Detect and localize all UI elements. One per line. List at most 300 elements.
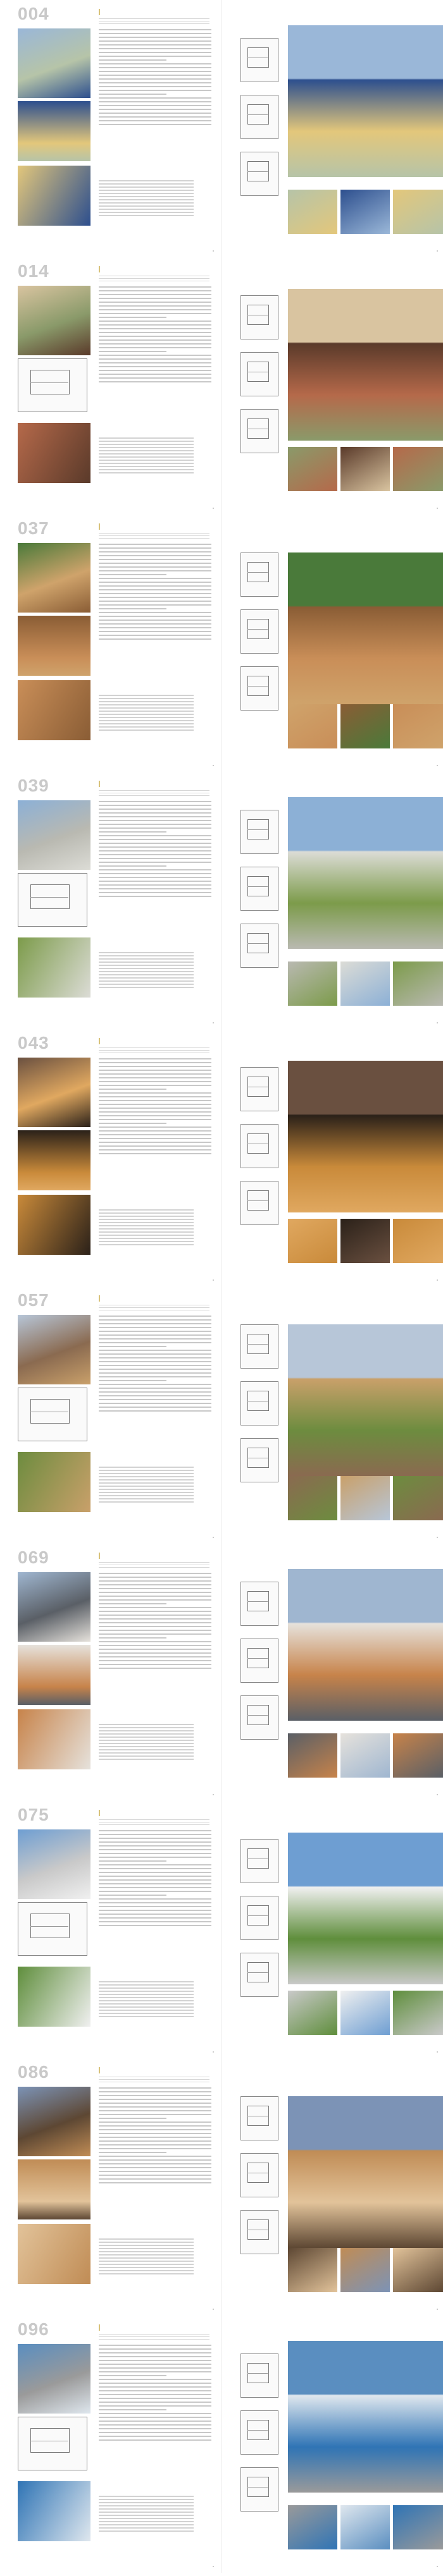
- detail-photo: [18, 680, 90, 740]
- text-line: [99, 551, 211, 552]
- secondary-photo: [393, 447, 443, 491]
- text-line: [99, 2148, 211, 2149]
- text-line: [99, 40, 211, 42]
- text-line: [99, 877, 211, 878]
- text-line: [99, 971, 194, 972]
- text-line: [99, 1596, 211, 1597]
- text-line: [99, 2439, 211, 2441]
- text-line: [99, 1085, 211, 1086]
- floor-plan: [240, 152, 278, 196]
- text-line: [99, 48, 211, 49]
- page-marker-dot: [213, 2309, 214, 2310]
- text-line: [99, 968, 194, 969]
- project-subtitle: [99, 1303, 209, 1310]
- text-line: [99, 1853, 211, 1854]
- text-line: [99, 2087, 211, 2089]
- text-line: [99, 2499, 194, 2500]
- text-line: [99, 1315, 211, 1317]
- project-subtitle: [99, 2332, 209, 2340]
- text-line: [99, 980, 194, 982]
- body-text: [99, 1315, 211, 1414]
- page-marker-dot: [437, 1794, 438, 1795]
- text-line: [99, 209, 194, 210]
- project-info: [99, 437, 194, 475]
- text-line: [99, 729, 194, 731]
- floor-plan: [240, 409, 278, 453]
- detail-photo: [18, 1967, 90, 2027]
- text-line: [99, 366, 211, 367]
- text-line: [99, 2394, 211, 2395]
- text-line: [99, 1111, 211, 1113]
- text-line: [99, 635, 211, 636]
- text-line: [99, 1350, 211, 1351]
- text-line: [99, 1749, 194, 1750]
- body-text: [99, 1058, 211, 1157]
- text-line: [99, 1231, 194, 1233]
- text-line: [99, 2518, 194, 2519]
- text-line: [99, 2137, 211, 2138]
- magazine-spread: [0, 515, 443, 772]
- text-line: [99, 1887, 211, 1888]
- page-gutter: [221, 1544, 222, 1801]
- page-gutter: [221, 257, 222, 515]
- text-line: [99, 2000, 194, 2001]
- main-exterior-photo: [288, 289, 443, 441]
- text-line: [99, 1410, 211, 1412]
- text-line: [99, 52, 211, 53]
- text-line: [99, 888, 211, 889]
- project-number: 037: [18, 518, 49, 538]
- text-line: [99, 2527, 194, 2529]
- text-line: [99, 2508, 194, 2510]
- text-line: [99, 563, 211, 564]
- secondary-photo: [288, 190, 337, 234]
- text-line: [99, 59, 166, 61]
- page-marker-dot: [213, 250, 214, 252]
- floor-plan: [240, 1582, 278, 1626]
- text-line: [99, 1399, 211, 1400]
- text-line: [99, 1577, 211, 1578]
- text-line: [99, 1895, 166, 1896]
- project-title-block: [99, 523, 209, 539]
- text-line: [99, 1830, 211, 1831]
- text-line: [99, 1066, 211, 1067]
- text-line: [99, 698, 194, 699]
- text-line: [99, 2502, 194, 2503]
- project-subtitle: [99, 274, 209, 281]
- page-marker-dot: [213, 1537, 214, 1538]
- floor-plan: [240, 1839, 278, 1883]
- text-line: [99, 1225, 194, 1226]
- text-line: [99, 450, 194, 451]
- text-line: [99, 1407, 211, 1408]
- page-gutter: [221, 1029, 222, 1286]
- text-line: [99, 578, 211, 579]
- text-line: [99, 723, 194, 724]
- text-line: [99, 298, 211, 299]
- text-line: [99, 2505, 194, 2506]
- text-line: [99, 1860, 166, 1862]
- secondary-photo: [393, 1476, 443, 1520]
- text-line: [99, 1755, 194, 1757]
- project-subtitle: [99, 1046, 209, 1053]
- text-line: [99, 1649, 211, 1650]
- text-line: [99, 2360, 211, 2361]
- text-line: [99, 205, 194, 207]
- text-line: [99, 1142, 211, 1143]
- magazine-spread: [0, 2316, 443, 2573]
- project-title: [99, 2324, 209, 2331]
- text-line: [99, 466, 194, 467]
- text-line: [99, 186, 194, 188]
- text-line: [99, 1476, 194, 1477]
- text-line: [99, 286, 211, 288]
- text-line: [99, 1058, 211, 1059]
- text-line: [99, 816, 211, 817]
- text-line: [99, 1126, 211, 1128]
- detail-photo: [18, 1709, 90, 1769]
- page-marker-dot: [437, 2051, 438, 2053]
- text-line: [99, 2390, 211, 2391]
- floor-plan: [240, 2410, 278, 2455]
- text-line: [99, 2091, 211, 2092]
- text-line: [99, 1492, 194, 1493]
- floor-plan: [240, 666, 278, 711]
- body-text: [99, 286, 211, 385]
- project-info: [99, 1724, 194, 1762]
- text-line: [99, 1906, 211, 1907]
- floor-plan: [240, 1067, 278, 1111]
- project-subtitle: [99, 788, 209, 796]
- text-line: [99, 2379, 211, 2380]
- magazine-spread: [0, 1286, 443, 1544]
- text-line: [99, 1622, 211, 1623]
- text-line: [99, 1134, 211, 1135]
- secondary-photo: [340, 1991, 390, 2035]
- text-line: [99, 1637, 166, 1639]
- main-exterior-photo: [288, 797, 443, 949]
- text-line: [99, 1153, 211, 1154]
- text-line: [99, 881, 211, 882]
- secondary-photo: [288, 704, 337, 748]
- text-line: [99, 377, 211, 379]
- text-line: [99, 1611, 211, 1612]
- text-line: [99, 809, 211, 810]
- secondary-photo: [288, 447, 337, 491]
- text-line: [99, 2432, 211, 2433]
- floor-plan: [18, 358, 87, 412]
- text-line: [99, 555, 211, 556]
- project-info: [99, 2496, 194, 2534]
- text-line: [99, 2261, 194, 2262]
- text-line: [99, 1365, 211, 1366]
- text-line: [99, 2417, 211, 2418]
- text-line: [99, 827, 211, 829]
- text-line: [99, 2371, 211, 2372]
- text-line: [99, 1902, 211, 1903]
- text-line: [99, 1752, 194, 1754]
- floor-plan: [18, 873, 87, 927]
- text-line: [99, 44, 211, 46]
- text-line: [99, 324, 211, 326]
- text-line: [99, 1845, 211, 1847]
- interior-photo: [18, 2087, 90, 2156]
- project-title-block: [99, 2067, 209, 2082]
- text-line: [99, 717, 194, 718]
- floor-plan: [240, 867, 278, 911]
- text-line: [99, 2273, 194, 2274]
- floor-plan: [240, 295, 278, 339]
- text-line: [99, 1607, 211, 1608]
- text-line: [99, 290, 211, 291]
- text-line: [99, 1369, 211, 1370]
- magazine-spread: [0, 1801, 443, 2058]
- text-line: [99, 1334, 211, 1336]
- text-line: [99, 1096, 211, 1097]
- text-line: [99, 544, 211, 545]
- floor-plan: [240, 38, 278, 82]
- text-line: [99, 961, 194, 963]
- text-line: [99, 453, 194, 455]
- project-info: [99, 180, 194, 218]
- project-info: [99, 1209, 194, 1247]
- text-line: [99, 704, 194, 705]
- text-line: [99, 1228, 194, 1230]
- floor-plan: [18, 1902, 87, 1956]
- magazine-spread: [0, 1029, 443, 1286]
- floor-plan: [240, 352, 278, 396]
- interior-photo: [18, 1572, 90, 1642]
- text-line: [99, 839, 211, 840]
- text-line: [99, 447, 194, 448]
- magazine-spread: [0, 1544, 443, 1801]
- secondary-photo: [288, 961, 337, 1006]
- text-line: [99, 1615, 211, 1616]
- text-line: [99, 1479, 194, 1480]
- text-line: [99, 305, 211, 307]
- text-line: [99, 1584, 211, 1585]
- text-line: [99, 707, 194, 709]
- detail-photo: [18, 423, 90, 483]
- main-exterior-photo: [288, 1061, 443, 1212]
- text-line: [99, 1872, 211, 1873]
- text-line: [99, 63, 211, 64]
- text-line: [99, 1467, 194, 1468]
- text-line: [99, 1883, 211, 1884]
- text-line: [99, 1323, 211, 1324]
- text-line: [99, 1501, 194, 1503]
- text-line: [99, 1115, 211, 1116]
- text-line: [99, 896, 211, 897]
- page-marker-dot: [213, 2051, 214, 2053]
- text-line: [99, 1656, 211, 1657]
- secondary-photo: [340, 1476, 390, 1520]
- text-line: [99, 463, 194, 464]
- text-line: [99, 1838, 211, 1839]
- text-line: [99, 2251, 194, 2252]
- text-line: [99, 2129, 211, 2130]
- text-line: [99, 120, 211, 121]
- project-title: [99, 1038, 209, 1044]
- text-line: [99, 2352, 211, 2353]
- project-title: [99, 1810, 209, 1816]
- secondary-photo: [393, 1991, 443, 2035]
- text-line: [99, 620, 211, 621]
- text-line: [99, 1489, 194, 1490]
- floor-plan: [240, 95, 278, 139]
- text-line: [99, 2121, 211, 2123]
- text-line: [99, 97, 211, 99]
- text-line: [99, 320, 211, 322]
- text-line: [99, 623, 211, 625]
- text-line: [99, 196, 194, 197]
- text-line: [99, 313, 211, 314]
- text-line: [99, 1633, 211, 1635]
- text-line: [99, 547, 211, 549]
- interior-photo: [18, 2344, 90, 2414]
- text-line: [99, 1668, 211, 1669]
- text-line: [99, 1588, 211, 1589]
- magazine-spread: [0, 257, 443, 515]
- floor-plan: [240, 2353, 278, 2398]
- floor-plan: [240, 2210, 278, 2254]
- text-line: [99, 2144, 211, 2146]
- main-exterior-photo: [288, 552, 443, 704]
- floor-plan: [240, 1438, 278, 1482]
- text-line: [99, 1089, 166, 1090]
- text-line: [99, 1077, 211, 1078]
- text-line: [99, 608, 166, 609]
- secondary-photo: [340, 447, 390, 491]
- text-line: [99, 952, 194, 953]
- secondary-photo: [393, 704, 443, 748]
- secondary-photo: [393, 2505, 443, 2549]
- page-gutter: [221, 1801, 222, 2058]
- floor-plan: [240, 1124, 278, 1168]
- project-subtitle: [99, 531, 209, 539]
- text-line: [99, 1727, 194, 1728]
- text-line: [99, 1357, 211, 1358]
- interior-photo: [18, 1315, 90, 1384]
- text-line: [99, 1219, 194, 1220]
- text-line: [99, 1910, 211, 1911]
- interior-photo: [18, 1829, 90, 1899]
- project-number: 096: [18, 2319, 49, 2339]
- floor-plan: [240, 1896, 278, 1940]
- interior-photo: [18, 1058, 90, 1127]
- text-line: [99, 1891, 211, 1892]
- text-line: [99, 2106, 211, 2108]
- text-line: [99, 1997, 194, 1998]
- secondary-photo: [393, 961, 443, 1006]
- text-line: [99, 1917, 211, 1919]
- detail-photo: [18, 1195, 90, 1255]
- text-line: [99, 202, 194, 204]
- text-line: [99, 2003, 194, 2005]
- text-line: [99, 892, 211, 893]
- text-line: [99, 2512, 194, 2513]
- text-line: [99, 343, 211, 345]
- text-line: [99, 317, 166, 318]
- exterior-photo: [18, 101, 90, 161]
- text-line: [99, 2110, 211, 2111]
- text-line: [99, 2515, 194, 2516]
- text-line: [99, 1062, 211, 1063]
- text-line: [99, 566, 211, 568]
- text-line: [99, 631, 211, 632]
- interior-photo: [18, 286, 90, 355]
- project-title: [99, 1553, 209, 1559]
- text-line: [99, 309, 211, 310]
- project-title-block: [99, 266, 209, 281]
- text-line: [99, 456, 194, 458]
- text-line: [99, 2178, 211, 2180]
- text-line: [99, 835, 211, 836]
- text-line: [99, 824, 211, 825]
- page-gutter: [221, 2058, 222, 2316]
- text-line: [99, 75, 211, 76]
- text-line: [99, 1879, 211, 1881]
- exterior-photo: [18, 1130, 90, 1190]
- project-info: [99, 695, 194, 733]
- text-line: [99, 336, 211, 337]
- text-line: [99, 955, 194, 956]
- text-line: [99, 846, 211, 848]
- text-line: [99, 965, 194, 966]
- text-line: [99, 1073, 211, 1075]
- text-line: [99, 831, 166, 833]
- floor-plan: [18, 2417, 87, 2470]
- text-line: [99, 612, 211, 613]
- text-line: [99, 71, 211, 72]
- text-line: [99, 1991, 194, 1992]
- text-line: [99, 854, 211, 855]
- text-line: [99, 2496, 194, 2497]
- text-line: [99, 332, 211, 333]
- text-line: [99, 2254, 194, 2256]
- text-line: [99, 1733, 194, 1735]
- body-text: [99, 29, 211, 128]
- project-title-block: [99, 1295, 209, 1310]
- text-line: [99, 582, 211, 583]
- text-line: [99, 469, 194, 470]
- detail-photo: [18, 166, 90, 226]
- text-line: [99, 215, 194, 216]
- page-marker-dot: [437, 508, 438, 509]
- exterior-photo: [18, 1645, 90, 1705]
- text-line: [99, 109, 211, 110]
- text-line: [99, 1599, 211, 1601]
- project-number: 057: [18, 1290, 49, 1310]
- text-line: [99, 2099, 211, 2100]
- secondary-photo: [393, 1219, 443, 1263]
- secondary-photo: [340, 2248, 390, 2292]
- text-line: [99, 1641, 211, 1642]
- text-line: [99, 1743, 194, 1744]
- secondary-photo: [340, 704, 390, 748]
- text-line: [99, 2013, 194, 2014]
- text-line: [99, 1737, 194, 1738]
- text-line: [99, 1403, 211, 1404]
- text-line: [99, 1331, 211, 1332]
- secondary-photo: [288, 2248, 337, 2292]
- project-number: 075: [18, 1805, 49, 1824]
- text-line: [99, 1495, 194, 1496]
- project-subtitle: [99, 2075, 209, 2082]
- interior-photo: [18, 543, 90, 613]
- project-number: 086: [18, 2062, 49, 2082]
- project-title-block: [99, 9, 209, 24]
